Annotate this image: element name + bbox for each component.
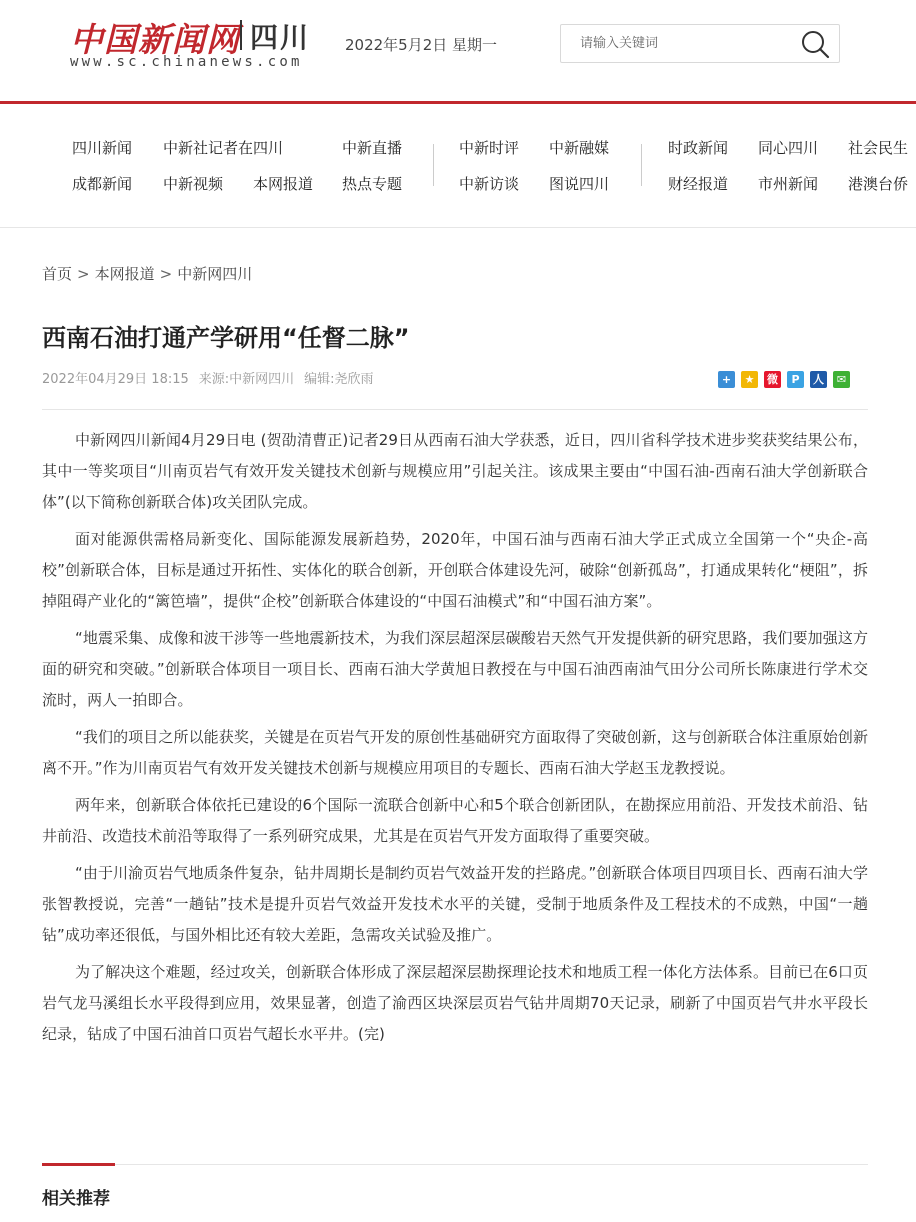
nav-item-photos[interactable]: 图说四川 — [549, 175, 610, 193]
article-body — [42, 425, 868, 1056]
related-title: 相关推荐 — [42, 1189, 110, 1209]
nav-divider — [641, 144, 642, 186]
nav-item-tongxin[interactable]: 同心四川 — [758, 139, 819, 157]
share-renren-icon[interactable]: 人 — [810, 371, 827, 388]
nav-item-live[interactable]: 中新直播 — [342, 139, 403, 157]
search-icon — [799, 29, 831, 59]
site-header — [0, 0, 916, 104]
search-box — [560, 24, 840, 63]
article-editor: 编辑:尧欣雨 — [304, 372, 374, 387]
nav-item-sichuan-news[interactable]: 四川新闻 — [72, 139, 133, 157]
share-weibo-icon[interactable]: 微 — [764, 371, 781, 388]
breadcrumb-own-reports[interactable]: 本网报道 — [94, 265, 155, 283]
search-input[interactable] — [561, 25, 786, 62]
nav-item-commentary[interactable]: 中新时评 — [459, 139, 520, 157]
article-datetime: 2022年04月29日 18:15 — [42, 372, 189, 387]
article-paragraph: “我们的项目之所以能获奖，关键是在页岩气开发的原创性基础研究方面取得了突破创新，这与创新联合体注重原始创新离不开。”作为川南页岩气有效开发关键技术创新与规模应用项目的专题长、西南石油大学赵玉龙教授说。 — [42, 728, 868, 777]
nav-divider — [433, 144, 434, 186]
article-paragraph: “地震采集、成像和波干涉等一些地震新技术，为我们深层超深层碳酸岩天然气开发提供新的研究思路，我们要加强这方面的研究和突破。”创新联合体项目一项目长、西南石油大学黄旭日教授在与中国石油西南油气田分公司所长陈康进行学术交流时，两人一拍即合。 — [42, 629, 868, 709]
section-accent — [42, 1163, 115, 1166]
nav-item-chengdu-news[interactable]: 成都新闻 — [72, 175, 133, 193]
current-date: 2022年5月2日 星期一 — [345, 36, 498, 54]
nav-item-own-reports[interactable]: 本网报道 — [253, 175, 314, 193]
nav-item-society[interactable]: 社会民生 — [848, 139, 909, 157]
share-qzone-icon[interactable]: ★ — [741, 371, 758, 388]
logo-wordmark: 中国新闻网 — [70, 20, 240, 59]
share-bar — [718, 371, 850, 389]
nav-item-cities[interactable]: 市州新闻 — [758, 175, 819, 193]
breadcrumb — [42, 263, 252, 284]
nav-item-finance[interactable]: 财经报道 — [668, 175, 729, 193]
logo-divider — [240, 20, 242, 50]
nav-item-politics[interactable]: 时政新闻 — [668, 139, 729, 157]
nav-item-topics[interactable]: 热点专题 — [342, 175, 403, 193]
nav-item-hk-macau-taiwan[interactable]: 港澳台侨 — [848, 175, 909, 193]
article-paragraph: 为了解决这个难题，经过攻关，创新联合体形成了深层超深层勘探理论技术和地质工程一体化方法体系。目前已在6口页岩气龙马溪组长水平段得到应用，效果显著，创造了渝西区块深层页岩气钻井周期70天记录，刷新了中国页岩气井水平段长纪录，钻成了中国石油首口页岩气超长水平井。(完) — [42, 963, 868, 1043]
share-tqq-icon[interactable]: P — [787, 371, 804, 388]
article-paragraph: 两年来，创新联合体依托已建设的6个国际一流联合创新中心和5个联合创新团队，在勘探应用前沿、开发技术前沿、钻井前沿、改造技术前沿等取得了一系列研究成果，尤其是在页岩气开发方面取得了重要突破。 — [42, 796, 868, 845]
site-logo[interactable] — [70, 12, 320, 76]
article-paragraph: “由于川渝页岩气地质条件复杂，钻井周期长是制约页岩气效益开发的拦路虎。”创新联合体项目四项目长、西南石油大学张智教授说，完善“一趟钻”技术是提升页岩气效益开发技术水平的关键，受制于地质条件及工程技术的不成熟，中国“一趟钻”成功率还很低，与国外相比还有较大差距，急需攻关试验及推广。 — [42, 864, 868, 944]
article-paragraph: 中新网四川新闻4月29日电 (贺劭清曹正)记者29日从西南石油大学获悉，近日，四川省科学技术进步奖获奖结果公布，其中一等奖项目“川南页岩气有效开发关键技术创新与规模应用”引起关注。该成果主要由“中国石油-西南石油大学创新联合体”(以下简称创新联合体)攻关团队完成。 — [42, 431, 868, 511]
divider — [42, 1164, 868, 1165]
nav-item-interviews[interactable]: 中新访谈 — [459, 175, 520, 193]
main-nav — [0, 104, 916, 228]
nav-item-video[interactable]: 中新视频 — [163, 175, 224, 193]
breadcrumb-separator: > — [159, 265, 173, 283]
article-meta — [42, 368, 384, 387]
divider — [42, 409, 868, 410]
article-source: 来源:中新网四川 — [198, 372, 295, 387]
search-button[interactable] — [799, 29, 831, 59]
breadcrumb-separator: > — [77, 265, 90, 283]
nav-item-reporters-in-sichuan[interactable]: 中新社记者在四川 — [163, 139, 284, 157]
logo-region: 四川 — [250, 21, 311, 54]
breadcrumb-home[interactable]: 首页 — [42, 265, 73, 283]
breadcrumb-chinanews-sichuan[interactable]: 中新网四川 — [177, 265, 253, 283]
share-more-icon[interactable]: + — [718, 371, 735, 388]
logo-url: www.sc.chinanews.com — [70, 54, 303, 70]
article-paragraph: 面对能源供需格局新变化、国际能源发展新趋势，2020年，中国石油与西南石油大学正式成立全国第一个“央企-高校”创新联合体，目标是通过开拓性、实体化的联合创新，开创联合体建设先河，破除“创新孤岛”，打通成果转化“梗阻”，拆掉阻碍产业化的“篱笆墙”，提供“企校”创新联合体建设的“中国石油模式”和“中国石油方案”。 — [42, 530, 868, 610]
article-title: 西南石油打通产学研用“任督二脉” — [42, 324, 410, 352]
share-wechat-icon[interactable]: ✉ — [833, 371, 850, 388]
nav-item-media[interactable]: 中新融媒 — [549, 139, 610, 157]
